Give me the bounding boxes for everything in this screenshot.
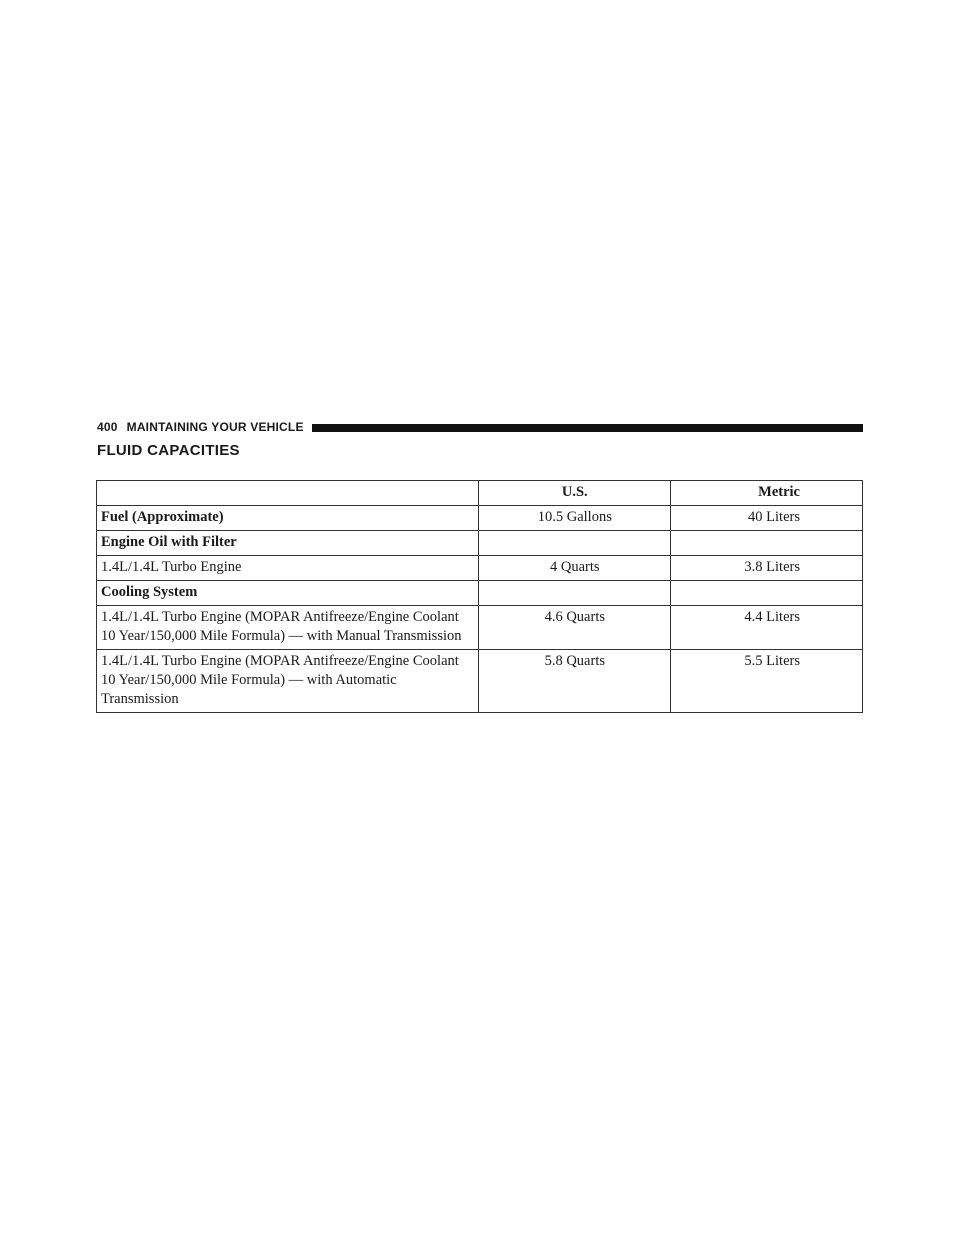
row-metric-value <box>671 581 863 606</box>
row-us-value: 4.6 Quarts <box>479 606 671 650</box>
row-us-value <box>479 531 671 556</box>
column-header-metric: Metric <box>671 481 863 506</box>
row-label: Fuel (Approximate) <box>97 506 479 531</box>
row-label: Cooling System <box>97 581 479 606</box>
fluid-capacities-table <box>96 480 863 713</box>
row-label: 1.4L/1.4L Turbo Engine (MOPAR Antifreeze/Engine Coolant 10 Year/150,000 Mile Formula) — with Automatic Transmission <box>97 650 479 713</box>
table-row <box>97 531 863 556</box>
row-label: Engine Oil with Filter <box>97 531 479 556</box>
row-metric-value: 40 Liters <box>671 506 863 531</box>
page-number: 400 <box>97 420 118 434</box>
row-us-value: 10.5 Gallons <box>479 506 671 531</box>
row-metric-value <box>671 531 863 556</box>
table-row <box>97 606 863 650</box>
row-label: 1.4L/1.4L Turbo Engine (MOPAR Antifreeze/Engine Coolant 10 Year/150,000 Mile Formula) — with Manual Transmission <box>97 606 479 650</box>
table-row <box>97 506 863 531</box>
table-row <box>97 581 863 606</box>
page-header <box>97 418 863 436</box>
column-header-item <box>97 481 479 506</box>
row-metric-value: 3.8 Liters <box>671 556 863 581</box>
row-us-value <box>479 581 671 606</box>
row-metric-value: 4.4 Liters <box>671 606 863 650</box>
row-us-value: 5.8 Quarts <box>479 650 671 713</box>
header-rule <box>312 424 863 432</box>
table-row <box>97 556 863 581</box>
row-label: 1.4L/1.4L Turbo Engine <box>97 556 479 581</box>
row-metric-value: 5.5 Liters <box>671 650 863 713</box>
page-title: FLUID CAPACITIES <box>97 442 240 459</box>
column-header-us: U.S. <box>479 481 671 506</box>
row-us-value: 4 Quarts <box>479 556 671 581</box>
table-row <box>97 650 863 713</box>
section-title: MAINTAINING YOUR VEHICLE <box>126 420 304 434</box>
table-header-row <box>97 481 863 506</box>
